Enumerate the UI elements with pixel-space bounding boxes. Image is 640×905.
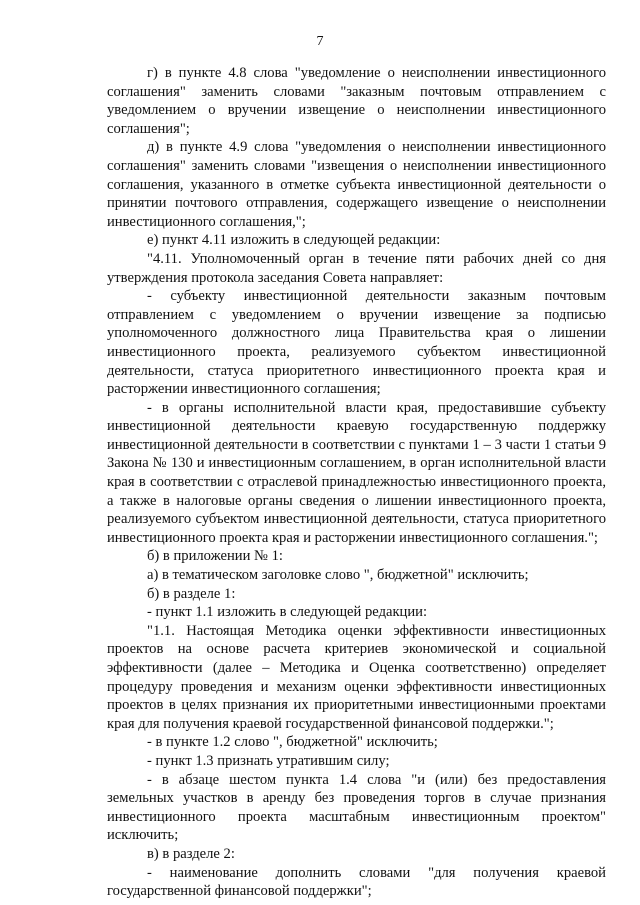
paragraph-appendix-1: б) в приложении № 1:: [147, 548, 283, 565]
document-body: [107, 64, 606, 901]
paragraph-4-11-intro: е) пункт 4.11 изложить в следующей редакции:: [147, 232, 441, 249]
paragraph-1-1-intro: - пункт 1.1 изложить в следующей редакции:: [147, 604, 428, 621]
paragraph-subject-notice: - субъекту инвестиционной деятельности заказным почтовым отправлением с уведомлением о вручении извещение за подписью уполномоченного должностного лица Правительства края о лишении инвестиционного проекта, реализуемого субъектом инвестиционной деятельности, статуса приоритетного инвестиционного проекта края и расторжении инвестиционного соглашения;: [107, 288, 606, 398]
paragraph-section-1: б) в разделе 1:: [147, 585, 236, 602]
paragraph-1-3: - пункт 1.3 признать утратившим силу;: [147, 752, 390, 769]
paragraph-4-11-text: "4.11. Уполномоченный орган в течение пяти рабочих дней со дня утверждения протокола заседания Совета направляет:: [107, 250, 606, 286]
paragraph-1-4: - в абзаце шестом пункта 1.4 слова "и (или) без предоставления земельных участков в аренду без проведения торгов в случае признания инвестиционного проекта масштабным инвестиционным проектом" исключить;: [107, 771, 606, 844]
paragraph-heading-change: а) в тематическом заголовке слово ", бюджетной" исключить;: [147, 567, 529, 584]
page-number: 7: [316, 34, 324, 49]
paragraph-1-2: - в пункте 1.2 слово ", бюджетной" исключить;: [147, 734, 438, 751]
paragraph-authorities-notice: - в органы исполнительной власти края, предоставившие субъекту инвестиционной деятельности краевую государственную поддержку инвестиционной деятельности в соответствии с пунктами 1 – 3 части 1 статьи 9 Закона № 130 и инвестиционным соглашением, в орган исполнительной власти края в соответствии с отраслевой принадлежностью инвестиционного проекта, а также в налоговые органы сведения о лишении инвестиционного проекта, реализуемого субъектом инвестиционной деятельности, статуса приоритетного инвестиционного проекта края и расторжении инвестиционного соглашения.";: [107, 399, 606, 546]
paragraph-4-9: д) в пункте 4.9 слова "уведомления о неисполнении инвестиционного соглашения" заменить словами "извещения о неисполнении инвестиционного соглашения, указанного в отметке субъекта инвестиционной деятельности о принятии почтового отправления, содержащего извещение о неисполнении инвестиционного соглашения,";: [107, 139, 606, 230]
paragraph-4-8: г) в пункте 4.8 слова "уведомление о неисполнении инвестиционного соглашения" заменить словами "заказным почтовым отправлением с уведомлением о вручении извещение о неисполнении инвестиционного соглашения";: [107, 65, 606, 137]
paragraph-1-1-text: "1.1. Настоящая Методика оценки эффективности инвестиционных проектов на основе расчета критериев экономической и социальной эффективности (далее – Методика и Оценка соответственно) определяет процедуру проведения и механизм оценки эффективности инвестиционных проектов в целях признания их приоритетными инвестиционными проектами края для получения краевой государственной финансовой поддержки.";: [107, 622, 606, 732]
paragraph-section-2-name: - наименование дополнить словами "для получения краевой государственной финансовой поддержки";: [107, 864, 606, 900]
paragraph-section-2: в) в разделе 2:: [147, 845, 235, 862]
